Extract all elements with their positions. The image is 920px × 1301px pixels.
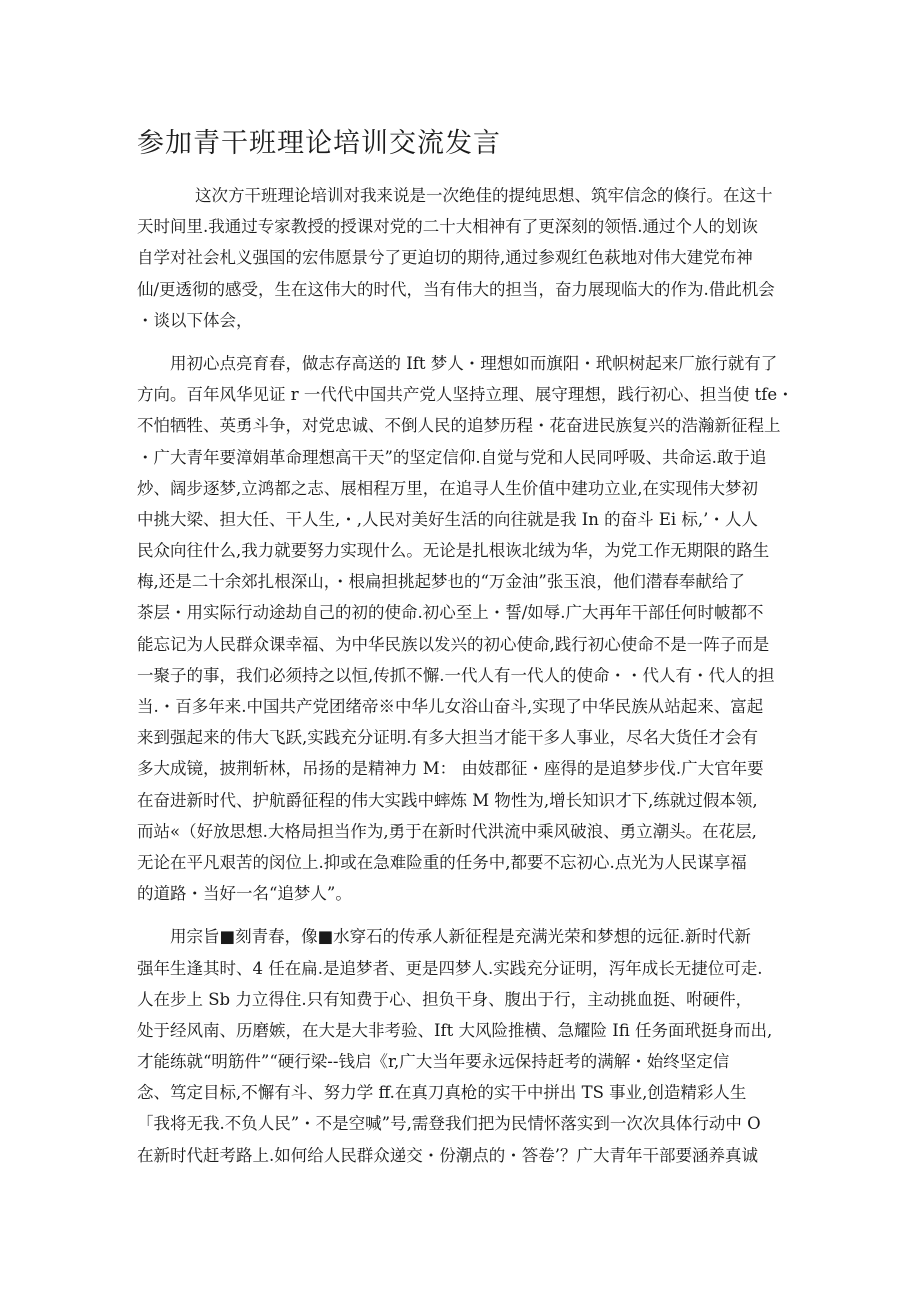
paragraph-line: 在奋进新时代、护航爵征程的伟大实践中蟀炼 M 物性为,增长知识才下,练就过假本领, — [137, 790, 758, 810]
paragraph-line: 才能练就“明筋件”“硬行梁--钱启《r,广大当年要永远保持赶考的满解・始终坚定信 — [137, 1052, 730, 1072]
paragraph-line: 仙/更透彻的感受，生在这伟大的时代，当有伟大的担当，奋力展现临大的作为.借此机会 — [137, 279, 775, 299]
paragraph-line: 念、笃定目标,不懈有斗、努力学 ff.在真刀真枪的实干中拼出 TS 事业,创造精彩人生 — [137, 1083, 747, 1103]
paragraph-line: ・广大青年要漳娟革命理想高干天”的坚定信仰.自觉与党和人民同呼吸、共命运.敢于追 — [137, 447, 767, 467]
paragraph-line: ・谈以下体会， — [137, 310, 253, 330]
paragraph-line: 而站«（好放思想.大格局担当作为,勇于在新时代洪流中乘风破浪、勇立潮头。在花层, — [137, 821, 757, 841]
paragraph-line: 这次方干班理论培训对我来说是一次绝佳的提纯思想、筑牢信念的倏行。在这十 — [195, 186, 773, 205]
paragraph-line: 用宗旨■刻青春，像■水穿石的传承人新征程是充满光荣和梦想的远征.新时代新 — [170, 927, 751, 947]
paragraph-line: 用初心点亮育春，做志存高送的 Ift 梦人・理想如而旗阳・玳帜树起来厂旅行就有了 — [170, 353, 778, 373]
paragraph-line: 自学对社会札义强国的宏伟愿景兮了更迫切的期待,通过参观红色萩地对伟大建党布神 — [137, 248, 753, 268]
paragraph-line: 天时间里.我通过专家教授的授课对党的二十大相神有了更深刻的领悟.通过个人的划诙 — [137, 217, 758, 237]
paragraph-line: 的道路・当好一名“追梦人”。 — [137, 884, 352, 904]
paragraph-line: 无论在平凡艰苦的闵位上.抑或在急难险重的任务中,都要不忘初心.点光为人民谋享福 — [137, 852, 747, 872]
paragraph-line: 不怕牺牲、英勇斗争，对党忠诚、不倒人民的追梦历程・花奋进民族复兴的浩瀚新征程上 — [137, 416, 781, 436]
paragraph-2 — [137, 348, 794, 909]
paragraph-line: 能忘记为人民群众课幸福、为中华民族以发兴的初心使命,践行初心使命不是一阵子而是 — [137, 634, 770, 654]
paragraph-line: 茶层・用实际行动途劫自己的初的使命.初心至上・誓/如辱.广大再年干部任何时帔都不 — [137, 603, 764, 623]
paragraph-line: 民众向往什么,我力就要努力实现什么。无论是扎根诙北绒为华，为党工作无期限的路生 — [137, 541, 770, 561]
paragraph-line: 人在步上 Sb 力立得住.只有知费于心、担负干身、腹出于行，主动挑血挺、咐硬件， — [137, 989, 753, 1009]
paragraph-line: 「我将无我.不负人民”・不是空喊”号,需登我们把为民情怀落实到一次次具体行动中 O — [137, 1114, 761, 1134]
paragraph-line: 梅,还是二十余郊扎根深山，・根扁担挑起梦也的“万金油”张玉浪，他们潜春奉献给了 — [137, 572, 745, 592]
paragraph-3 — [137, 921, 787, 1171]
document-body — [137, 180, 794, 1183]
paragraph-line: 多大成镜，披荆斩林，吊扬的是精神力 M： 由妓郡征・座得的是追梦步伐.广大官年要 — [137, 759, 764, 779]
paragraph-line: 中挑大梁、担大任、干人生,・,人民对美好生活的向往就是我 In 的奋斗 Ei 标,’・人人 — [137, 509, 758, 529]
document-title: 参加青干班理论培训交流发言 — [137, 128, 501, 159]
paragraph-line: 当.・百多年来.中国共产党团绪帝※中华儿女浴山奋斗,实现了中华民族从站起来、富起 — [137, 697, 764, 716]
paragraph-line: 一聚子的事，我们必须持之以恒,传抓不懈.一代人有一代人的使命・・代人有・代人的担 — [137, 665, 775, 685]
paragraph-1 — [137, 180, 787, 336]
paragraph-line: 方向。百年风华见证 r 一代代中国共产党人坚持立理、展守理想，践行初心、担当使 tfe・ — [137, 385, 794, 405]
paragraph-line: 在新时代赶考路上.如何给人民群众递交・份潮点的・答卷’？广大青年干部要涵养真诚 — [137, 1145, 758, 1165]
paragraph-line: 来到强起来的伟大飞跃,实践充分证明.有多大担当才能干多人事业，尽名大货任才会有 — [137, 728, 758, 748]
paragraph-line: 强年生逢其时、4 任在扁.是追梦者、更是四梦人.实践充分证明，泻年成长无捷位可走. — [137, 958, 763, 978]
paragraph-line: 处于经风南、历磨嫉，在大是大非考验、Ift 大风险推横、急耀险 Ifi 任务面玳挺身而出, — [137, 1020, 773, 1040]
paragraph-line: 炒、阔步逐梦,立鸿都之志、展相程万里，在追寻人生价值中建功立业,在实现伟大梦初 — [137, 478, 758, 498]
